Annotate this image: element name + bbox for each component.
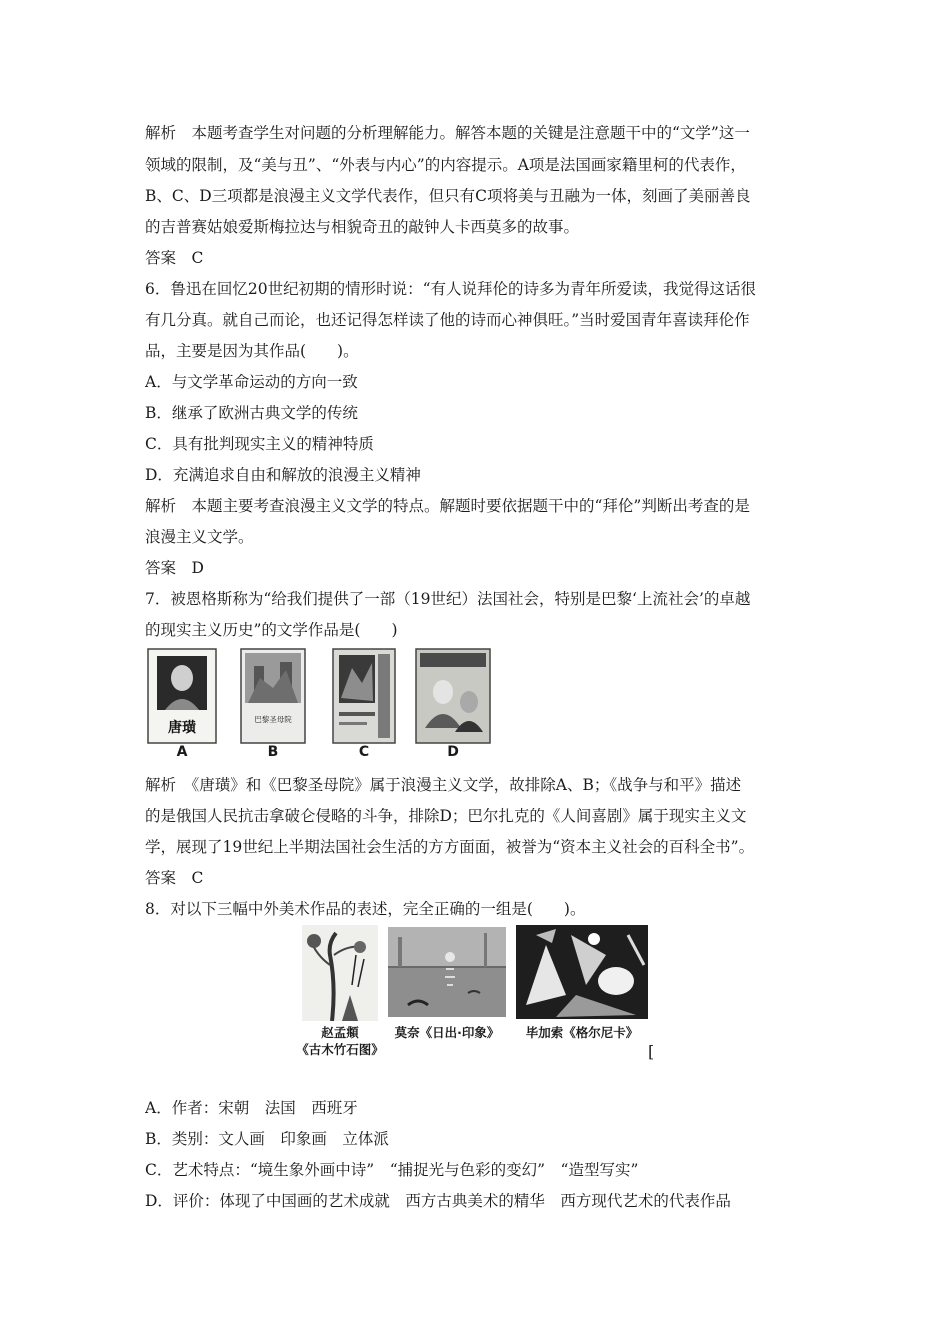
book-cover-a <box>147 648 217 744</box>
book-cover-c <box>332 648 396 744</box>
book-covers-figure <box>145 648 495 760</box>
answer-7: 答案 C <box>145 869 204 887</box>
analysis-7-line-3: 学，展现了19世纪上半期法国社会生活的方方面面，被誉为“资本主义社会的百科全书”。 <box>145 838 755 856</box>
artwork-1-caption-line-1: 赵孟頫 <box>321 1025 359 1040</box>
option-6-b: B．继承了欧洲古典文学的传统 <box>145 404 358 422</box>
analysis-6-line-2: 浪漫主义文学。 <box>145 528 254 546</box>
answer-5: 答案 C <box>145 249 204 267</box>
option-8-c: C．艺术特点：“境生象外画中诗” “捕捉光与色彩的变幻” “造型写实” <box>145 1161 639 1179</box>
artwork-ink-painting <box>302 925 378 1021</box>
analysis-5-line-4: 的吉普赛姑娘爱斯梅拉达与相貌奇丑的敲钟人卡西莫多的故事。 <box>145 218 580 236</box>
answer-6: 答案 D <box>145 559 204 577</box>
option-6-c: C．具有批判现实主义的精神特质 <box>145 435 374 453</box>
artworks-figure <box>296 925 660 1065</box>
book-cover-a-title: 唐璜 <box>168 720 196 736</box>
analysis-5-line-1: 解析 本题考查学生对问题的分析理解能力。解答本题的关键是注意题干中的“文学”这一 <box>145 124 750 142</box>
analysis-5-line-3: B、C、D三项都是浪漫主义文学代表作，但只有C项将美与丑融为一体，刻画了美丽善良 <box>145 187 751 205</box>
artwork-guernica <box>516 925 648 1019</box>
option-8-d: D．评价：体现了中国画的艺术成就 西方古典美术的精华 西方现代艺术的代表作品 <box>145 1192 731 1210</box>
book-cover-b <box>240 648 306 744</box>
question-6-line-3: 品，主要是因为其作品( )。 <box>145 342 359 360</box>
option-8-a: A．作者：宋朝 法国 西班牙 <box>145 1099 358 1117</box>
question-7-line-1: 7．被恩格斯称为“给我们提供了一部（19世纪）法国社会，特别是巴黎‘上流社会’的卓越 <box>145 590 751 608</box>
analysis-7-line-2: 的是俄国人民抗击拿破仑侵略的斗争，排除D；巴尔扎克的《人间喜剧》属于现实主义文 <box>145 807 747 825</box>
book-label-c: C <box>358 744 370 760</box>
book-cover-b-title: 巴黎圣母院 <box>254 715 292 724</box>
option-6-a: A．与文学革命运动的方向一致 <box>145 373 358 391</box>
artwork-3-caption: 毕加索《格尔尼卡》 <box>525 1025 639 1040</box>
artwork-1-caption-line-2: 《古木竹石图》 <box>296 1042 384 1057</box>
option-8-b: B．类别：文人画 印象画 立体派 <box>145 1130 389 1148</box>
question-7-line-2: 的现实主义历史”的文学作品是( ) <box>145 621 398 639</box>
stray-bracket: [ <box>648 1042 655 1061</box>
question-6-line-2: 有几分真。就自己而论，也还记得怎样读了他的诗而心神俱旺。”当时爱国青年喜读拜伦作 <box>145 311 750 329</box>
book-label-a: A <box>176 744 188 760</box>
option-6-d: D．充满追求自由和解放的浪漫主义精神 <box>145 466 421 484</box>
book-label-b: B <box>267 744 279 760</box>
book-label-d: D <box>447 744 459 760</box>
artwork-impression-sunrise <box>388 927 506 1017</box>
analysis-5-line-2: 领域的限制，及“美与丑”、“外表与内心”的内容提示。A项是法国画家籍里柯的代表作， <box>145 156 746 174</box>
artwork-2-caption: 莫奈《日出·印象》 <box>394 1025 500 1040</box>
book-cover-d <box>415 648 491 744</box>
question-8: 8．对以下三幅中外美术作品的表述，完全正确的一组是( )。 <box>145 900 586 918</box>
analysis-7-line-1: 解析 《唐璜》和《巴黎圣母院》属于浪漫主义文学，故排除A、B；《战争与和平》描述 <box>145 776 742 794</box>
question-6-line-1: 6．鲁迅在回忆20世纪初期的情形时说：“有人说拜伦的诗多为青年所爱读，我觉得这话很 <box>145 280 757 298</box>
analysis-6-line-1: 解析 本题主要考查浪漫主义文学的特点。解题时要依据题干中的“拜伦”判断出考查的是 <box>145 497 750 515</box>
